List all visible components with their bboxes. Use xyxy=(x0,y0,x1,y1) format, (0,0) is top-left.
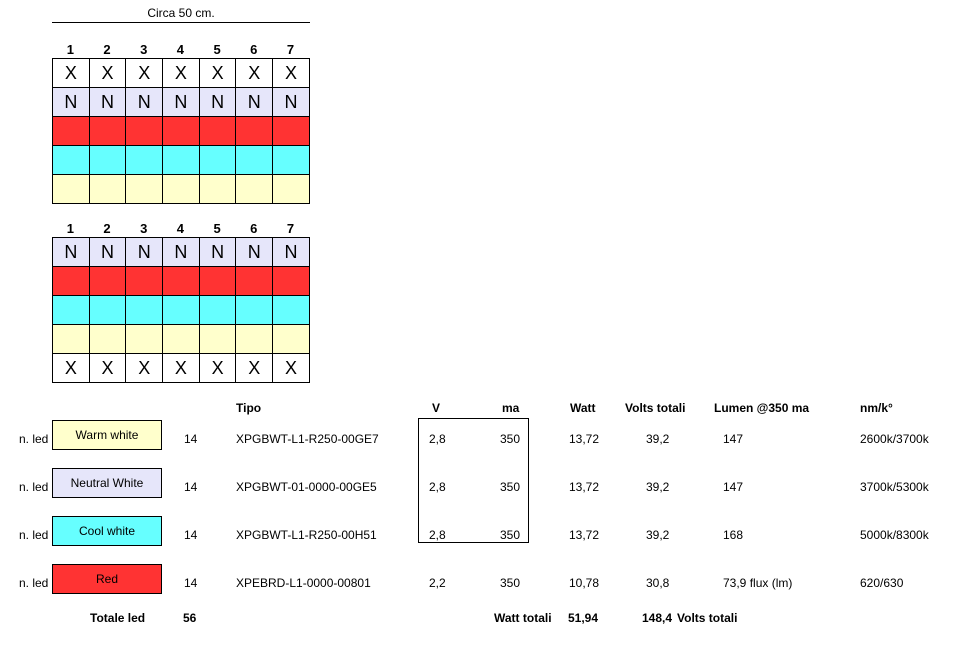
row-lumen: 147 xyxy=(723,480,744,494)
col-num: 3 xyxy=(140,221,148,236)
watt-totali-label: Watt totali xyxy=(494,611,552,625)
col-num: 6 xyxy=(250,42,258,57)
row-tipo: XPGBWT-L1-R250-00H51 xyxy=(236,528,377,542)
grid-row-x xyxy=(53,59,310,88)
grid-cell: X xyxy=(199,354,236,383)
grid-cell xyxy=(163,267,200,296)
grid-cell xyxy=(273,117,310,146)
column-numbers-bottom xyxy=(52,221,309,236)
grid-cell: N xyxy=(199,238,236,267)
grid-cell: N xyxy=(236,88,273,117)
grid-cell xyxy=(163,296,200,325)
row-ma: 350 xyxy=(500,576,521,590)
col-num: 1 xyxy=(66,221,74,236)
grid-cell xyxy=(273,296,310,325)
grid-cell xyxy=(126,296,163,325)
grid-row-cyan xyxy=(53,296,310,325)
grid-cell xyxy=(236,267,273,296)
col-num: 6 xyxy=(250,221,258,236)
row-watt: 10,78 xyxy=(569,576,600,590)
row-nmk: 3700k/5300k xyxy=(860,480,929,494)
grid-cell xyxy=(236,325,273,354)
col-num: 4 xyxy=(176,221,185,236)
row-prefix: n. led xyxy=(19,432,49,446)
totals-count: 56 xyxy=(183,611,197,625)
grid-cell: N xyxy=(53,238,90,267)
row-nmk: 5000k/8300k xyxy=(860,528,929,542)
volts-totali-label: Volts totali xyxy=(677,611,738,625)
grid-cell xyxy=(199,117,236,146)
grid-cell: X xyxy=(199,59,236,88)
grid-cell: N xyxy=(163,88,200,117)
row-volts: 39,2 xyxy=(646,480,670,494)
row-lumen: 147 xyxy=(723,432,744,446)
grid-cell: X xyxy=(273,354,310,383)
grid-cell xyxy=(53,117,90,146)
row-volts: 39,2 xyxy=(646,528,670,542)
grid-cell xyxy=(199,175,236,204)
row-nmk: 620/630 xyxy=(860,576,904,590)
row-count: 14 xyxy=(184,528,198,542)
grid-cell xyxy=(163,117,200,146)
grid-cell xyxy=(126,267,163,296)
grid-cell xyxy=(236,117,273,146)
row-volts: 39,2 xyxy=(646,432,670,446)
totals-label: Totale led xyxy=(90,611,146,625)
grid-cell xyxy=(273,146,310,175)
led-color-swatch: Red xyxy=(52,564,162,594)
grid-cell: X xyxy=(163,354,200,383)
watt-totali-value: 51,94 xyxy=(568,611,599,625)
grid-row-n xyxy=(53,88,310,117)
col-num: 4 xyxy=(176,42,185,57)
grid-row-cyan xyxy=(53,146,310,175)
grid-cell: X xyxy=(53,59,90,88)
row-nmk: 2600k/3700k xyxy=(860,432,929,446)
grid-cell xyxy=(89,146,126,175)
col-num: 2 xyxy=(103,221,111,236)
row-ma: 350 xyxy=(500,480,521,494)
row-prefix: n. led xyxy=(19,528,49,542)
header-volts-totali: Volts totali xyxy=(625,401,686,415)
grid-cell: X xyxy=(53,354,90,383)
led-color-swatch: Neutral White xyxy=(52,468,162,498)
grid-cell: N xyxy=(53,88,90,117)
row-v: 2,2 xyxy=(429,576,446,590)
row-prefix: n. led xyxy=(19,480,49,494)
grid-cell xyxy=(163,146,200,175)
col-num: 7 xyxy=(286,221,295,236)
col-num: 1 xyxy=(66,42,74,57)
row-watt: 13,72 xyxy=(569,432,600,446)
row-v: 2,8 xyxy=(429,528,446,542)
grid-cell: X xyxy=(126,59,163,88)
grid-cell xyxy=(126,117,163,146)
grid-cell xyxy=(89,325,126,354)
column-numbers-top xyxy=(52,42,309,57)
grid-cell: X xyxy=(89,354,126,383)
grid-cell xyxy=(53,146,90,175)
grid-cell xyxy=(89,267,126,296)
row-watt: 13,72 xyxy=(569,528,600,542)
grid-cell: N xyxy=(163,238,200,267)
row-v: 2,8 xyxy=(429,432,446,446)
led-color-swatch: Cool white xyxy=(52,516,162,546)
grid-cell xyxy=(199,325,236,354)
col-num: 5 xyxy=(213,221,221,236)
volts-totali-value: 148,4 xyxy=(642,611,673,625)
caption-rule xyxy=(52,22,310,23)
grid-cell xyxy=(273,325,310,354)
header-nmk: nm/k° xyxy=(860,401,893,415)
led-color-swatch: Warm white xyxy=(52,420,162,450)
grid-cell xyxy=(53,296,90,325)
col-num: 2 xyxy=(103,42,111,57)
grid-cell xyxy=(89,296,126,325)
grid-row-x xyxy=(53,354,310,383)
grid-cell xyxy=(163,325,200,354)
grid-cell: X xyxy=(236,59,273,88)
grid-cell: X xyxy=(236,354,273,383)
grid-cell xyxy=(89,175,126,204)
grid-cell xyxy=(199,296,236,325)
led-grid-bottom xyxy=(52,237,310,383)
grid-cell: N xyxy=(89,238,126,267)
grid-row-cream xyxy=(53,175,310,204)
grid-row-cream xyxy=(53,325,310,354)
col-num: 3 xyxy=(140,42,148,57)
grid-cell xyxy=(273,175,310,204)
row-lumen: 73,9 flux (lm) xyxy=(723,576,793,590)
grid-cell xyxy=(53,175,90,204)
col-num: 7 xyxy=(286,42,295,57)
grid-cell: X xyxy=(89,59,126,88)
row-tipo: XPEBRD-L1-0000-00801 xyxy=(236,576,371,590)
caption: Circa 50 cm. xyxy=(147,6,215,20)
grid-cell: N xyxy=(199,88,236,117)
grid-cell: N xyxy=(126,238,163,267)
grid-cell: X xyxy=(163,59,200,88)
row-ma: 350 xyxy=(500,528,521,542)
led-grid-top xyxy=(52,58,310,204)
header-ma: ma xyxy=(502,401,520,415)
row-prefix: n. led xyxy=(19,576,49,590)
header-watt: Watt xyxy=(570,401,596,415)
grid-cell xyxy=(199,146,236,175)
grid-cell xyxy=(126,146,163,175)
grid-cell: X xyxy=(126,354,163,383)
grid-cell xyxy=(53,267,90,296)
grid-cell: N xyxy=(273,238,310,267)
col-num: 5 xyxy=(213,42,221,57)
row-count: 14 xyxy=(184,432,198,446)
header-lumen: Lumen @350 ma xyxy=(714,401,810,415)
grid-cell xyxy=(273,267,310,296)
header-tipo: Tipo xyxy=(236,401,262,415)
grid-cell xyxy=(89,117,126,146)
row-tipo: XPGBWT-01-0000-00GE5 xyxy=(236,480,377,494)
grid-cell: N xyxy=(126,88,163,117)
grid-cell xyxy=(236,296,273,325)
grid-cell: N xyxy=(273,88,310,117)
grid-cell xyxy=(126,325,163,354)
row-ma: 350 xyxy=(500,432,521,446)
grid-row-n xyxy=(53,238,310,267)
grid-cell xyxy=(163,175,200,204)
grid-row-red xyxy=(53,267,310,296)
grid-cell xyxy=(53,325,90,354)
grid-cell: X xyxy=(273,59,310,88)
row-volts: 30,8 xyxy=(646,576,670,590)
grid-cell xyxy=(126,175,163,204)
grid-row-red xyxy=(53,117,310,146)
row-v: 2,8 xyxy=(429,480,446,494)
row-lumen: 168 xyxy=(723,528,744,542)
row-count: 14 xyxy=(184,576,198,590)
grid-cell: N xyxy=(236,238,273,267)
row-tipo: XPGBWT-L1-R250-00GE7 xyxy=(236,432,379,446)
grid-cell xyxy=(199,267,236,296)
grid-cell xyxy=(236,175,273,204)
row-count: 14 xyxy=(184,480,198,494)
header-v: V xyxy=(432,401,441,415)
grid-cell: N xyxy=(89,88,126,117)
row-watt: 13,72 xyxy=(569,480,600,494)
grid-cell xyxy=(236,146,273,175)
